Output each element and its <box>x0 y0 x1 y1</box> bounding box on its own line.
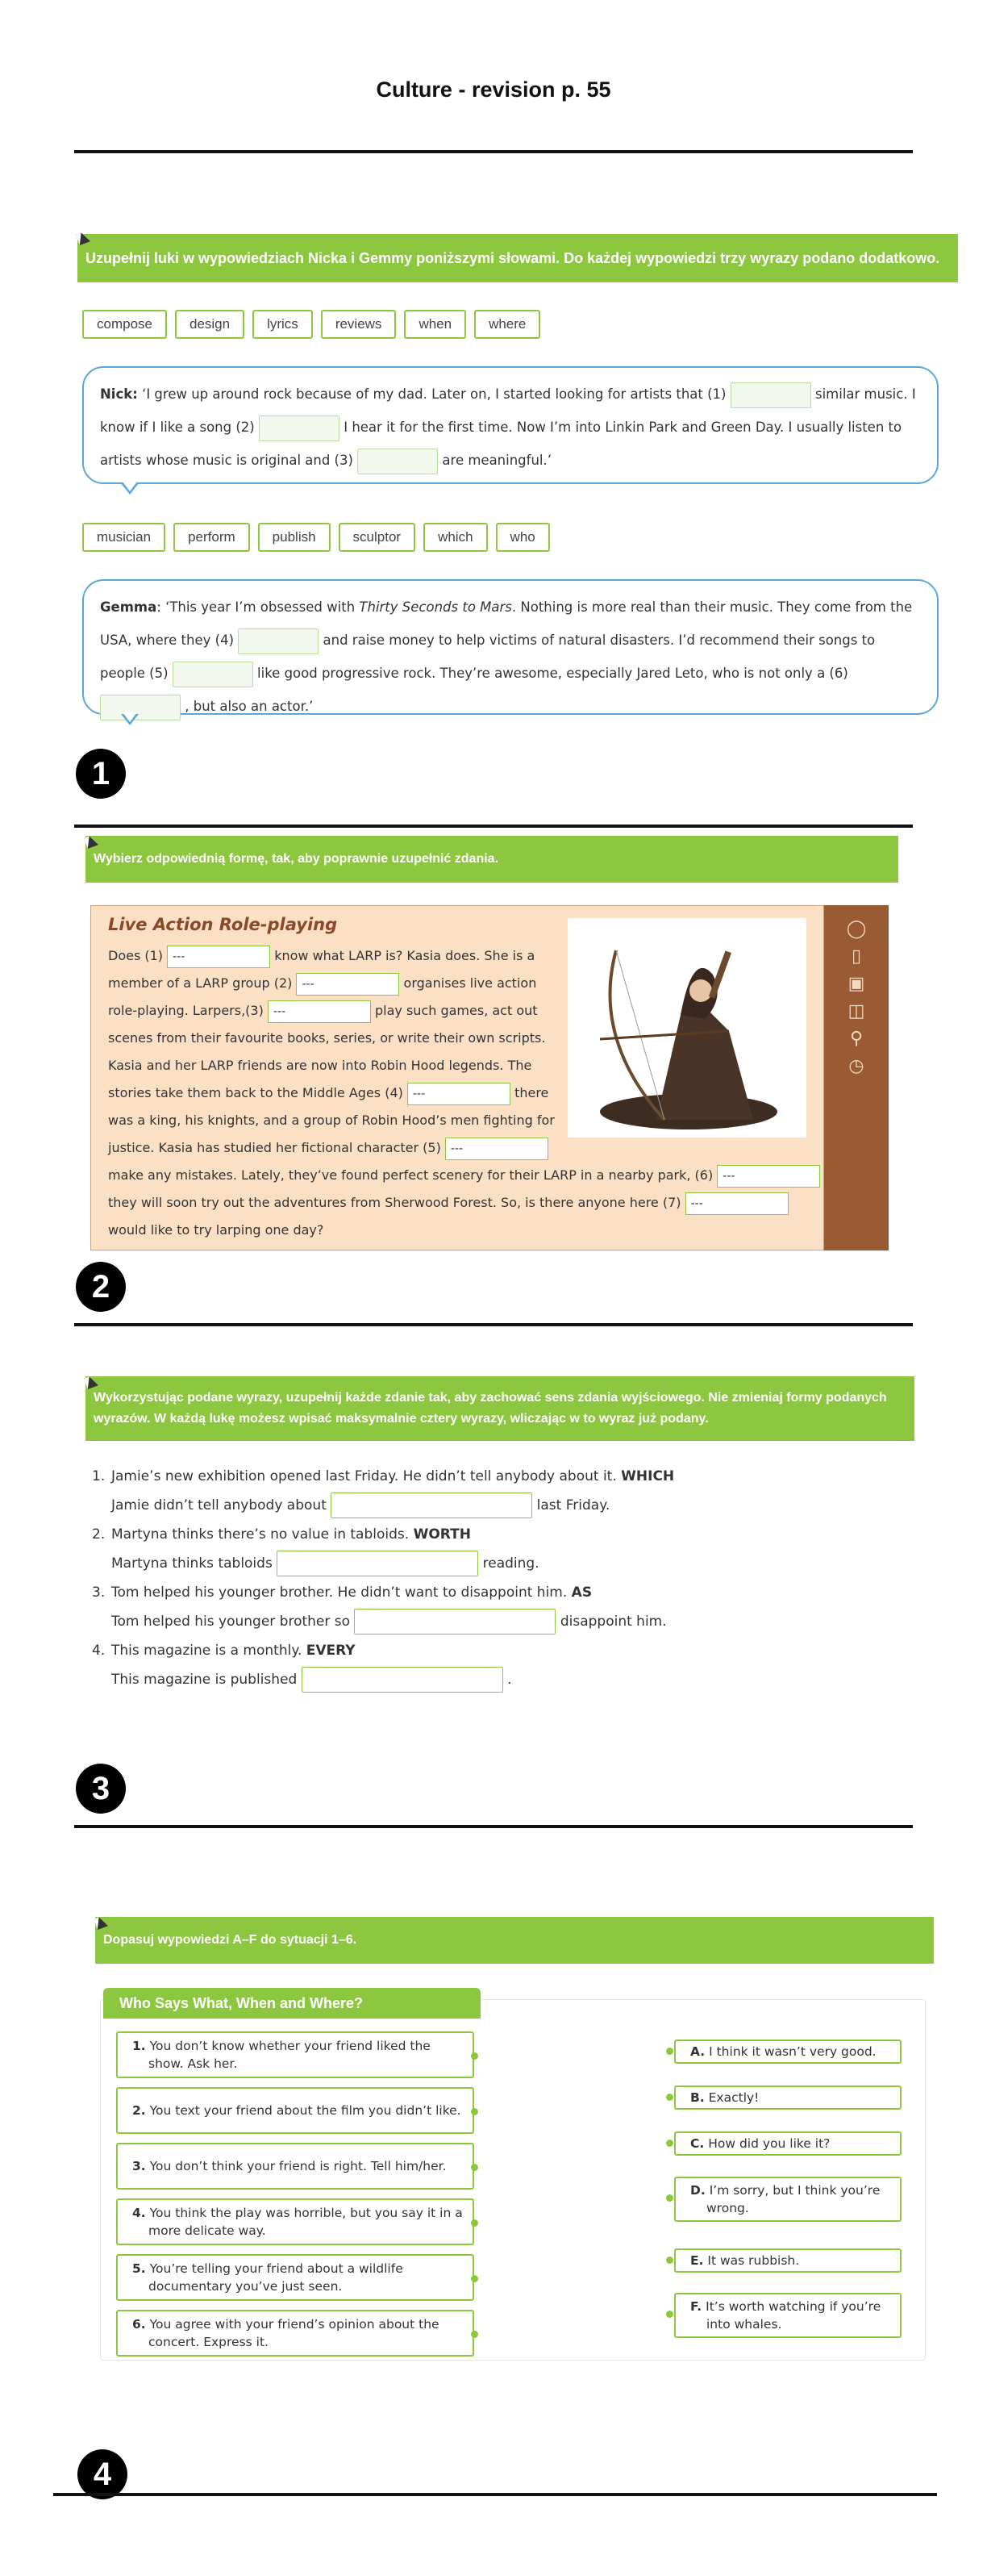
situation-item[interactable]: 2. You text your friend about the film you didn’t like. <box>116 2087 474 2134</box>
list-item: 3. Tom helped his younger brother. He didn’t want to disappoint him. AS <box>92 1584 593 1601</box>
ex1-instruction: Uzupełnij luki w wypowiedziach Nicka i Gemmy poniższymi słowami. Do każdej wypowiedzi trzy wyrazy podano dodatkowo. <box>77 234 958 282</box>
word-chip[interactable]: musician <box>82 523 165 552</box>
list-item: 1. Jamie’s new exhibition opened last Friday. He didn’t tell anybody about it. WHICH <box>92 1468 675 1484</box>
word-bank-1 <box>82 310 540 339</box>
gap-3[interactable] <box>357 449 438 474</box>
ex2-text-block-1: Does (1) --- know what LARP is? Kasia does. She is a member of a LARP group (2) --- organises live action role-playing. Larpers,(3) --- play such games, act out scenes from their favourite books, series, or write their own scripts. Kasia and her LARP friends are now into Robin Hood legends. The stories take them back to the Middle Ages (4) --- there was a king, his knights, and a group of Robin Hood’s men fighting for justice. Kasia has studied her fictional character (5) --- <box>108 942 568 1162</box>
select-2[interactable]: --- <box>296 973 399 996</box>
notepad-icon[interactable]: ▯ <box>851 946 862 966</box>
connector-dot[interactable] <box>666 2257 673 2264</box>
share-icon[interactable]: ⚲ <box>849 1028 864 1048</box>
speech-bubble-icon[interactable]: ◯ <box>846 918 867 938</box>
list-item: Martyna thinks tabloids reading. <box>92 1549 674 1578</box>
word-chip[interactable]: publish <box>258 523 331 552</box>
divider <box>74 1323 913 1326</box>
select-3[interactable]: --- <box>268 1000 371 1023</box>
connector-dot[interactable] <box>666 2094 673 2101</box>
list-item: 4. This magazine is a monthly. EVERY <box>92 1643 356 1659</box>
archer-image <box>568 918 806 1138</box>
response-item[interactable]: B. Exactly! <box>674 2085 902 2110</box>
word-chip[interactable]: which <box>423 523 487 552</box>
ex4-instruction: Dopasuj wypowiedzi A–F do sytuacji 1–6. <box>95 1917 934 1964</box>
word-chip[interactable]: where <box>474 310 540 339</box>
response-item[interactable]: D. I’m sorry, but I think you’re wrong. <box>674 2177 902 2222</box>
section-number: 1 <box>76 749 126 799</box>
word-chip[interactable]: perform <box>173 523 250 552</box>
connector-dot[interactable] <box>666 2048 673 2055</box>
ex2-instruction: Wybierz odpowiednią formę, tak, aby poprawnie uzupełnić zdania. <box>85 836 898 883</box>
list-item: 2. Martyna thinks there’s no value in tabloids. WORTH <box>92 1526 471 1543</box>
page-title: Culture - revision p. 55 <box>376 77 611 102</box>
connector-dot[interactable] <box>471 2275 478 2282</box>
select-4[interactable]: --- <box>407 1083 510 1105</box>
response-item[interactable]: C. How did you like it? <box>674 2131 902 2156</box>
card-title: Live Action Role-playing <box>108 915 338 934</box>
ex2-text-block-2: make any mistakes. Lately, they’ve found perfect scenery for their LARP in a nearby park, (6) --- they will soon try out the adventures from Sherwood Forest. So, is there anyone here (7) --- would like to try larping one day? <box>108 1162 818 1244</box>
word-chip[interactable]: sculptor <box>339 523 416 552</box>
word-bank-2 <box>82 523 550 552</box>
select-5[interactable]: --- <box>445 1138 548 1160</box>
situation-item[interactable]: 1. You don’t know whether your friend liked the show. Ask her. <box>116 2031 474 2078</box>
card-toolbar <box>824 905 889 1250</box>
gap-6[interactable] <box>100 695 181 720</box>
divider <box>74 150 913 153</box>
situations-column <box>116 2031 474 2357</box>
matching-tab: Who Says What, When and Where? <box>103 1988 481 2019</box>
connector-dot[interactable] <box>471 2219 478 2227</box>
gap-4[interactable] <box>238 628 319 654</box>
ex3-items <box>92 1462 674 1694</box>
response-item[interactable]: F. It’s worth watching if you’re into whales. <box>674 2293 902 2338</box>
response-item[interactable]: A. I think it wasn’t very good. <box>674 2040 902 2064</box>
list-item: Jamie didn’t tell anybody about last Friday. <box>92 1491 674 1520</box>
answer-input-1[interactable] <box>331 1493 532 1518</box>
situation-item[interactable]: 5. You’re telling your friend about a wildlife documentary you’ve just seen. <box>116 2254 474 2301</box>
answer-input-4[interactable] <box>302 1667 503 1693</box>
ex3-instruction: Wykorzystując podane wyrazy, uzupełnij każde zdanie tak, aby zachować sens zdania wyjściowego. Nie zmieniaj formy podanych wyrazów. W każdą lukę możesz wpisać maksymalnie cztery wyrazy, wliczając w to wyraz już podany. <box>85 1376 914 1441</box>
gap-1[interactable] <box>731 382 811 408</box>
clock-icon[interactable]: ◷ <box>848 1055 864 1075</box>
connector-dot[interactable] <box>666 2194 673 2202</box>
section-number: 4 <box>77 2449 127 2499</box>
word-chip[interactable]: compose <box>82 310 167 339</box>
speaker-name: Gemma <box>100 599 157 615</box>
divider <box>74 825 913 828</box>
situation-item[interactable]: 4. You think the play was horrible, but you say it in a more delicate way. <box>116 2198 474 2245</box>
photo-icon[interactable]: ▣ <box>847 973 865 993</box>
word-chip[interactable]: reviews <box>321 310 397 339</box>
gemma-speech-bubble: Gemma: ‘This year I’m obsessed with Thirty Seconds to Mars. Nothing is more real than their music. They come from the USA, where they (4) and raise money to help victims of natural disasters. I’d recommend their songs to people (5) like good progressive rock. They’re awesome, especially Jared Leto, who is not only a (6) , but also an actor.’ <box>82 579 939 715</box>
word-chip[interactable]: when <box>404 310 466 339</box>
select-6[interactable]: --- <box>717 1165 820 1188</box>
speaker-name: Nick: <box>100 386 138 402</box>
situation-item[interactable]: 3. You don’t think your friend is right. Tell him/her. <box>116 2143 474 2190</box>
section-number: 2 <box>76 1262 126 1312</box>
connector-dot[interactable] <box>471 2052 478 2060</box>
connector-dot[interactable] <box>471 2164 478 2171</box>
response-item[interactable]: E. It was rubbish. <box>674 2248 902 2273</box>
situation-item[interactable]: 6. You agree with your friend’s opinion about the concert. Express it. <box>116 2310 474 2357</box>
word-chip[interactable]: design <box>175 310 244 339</box>
section-number: 3 <box>76 1764 126 1814</box>
gap-2[interactable] <box>259 415 339 441</box>
book-icon[interactable]: ◫ <box>847 1000 865 1021</box>
connector-dot[interactable] <box>471 2331 478 2338</box>
divider <box>53 2493 937 2496</box>
select-7[interactable]: --- <box>685 1192 789 1215</box>
list-item: Tom helped his younger brother so disappoint him. <box>92 1607 674 1636</box>
connector-dot[interactable] <box>471 2108 478 2115</box>
select-1[interactable]: --- <box>167 946 270 968</box>
word-chip[interactable]: who <box>496 523 550 552</box>
connector-dot[interactable] <box>666 2140 673 2147</box>
nick-speech-bubble: Nick: ‘I grew up around rock because of my dad. Later on, I started looking for artists that (1) similar music. I know if I like a song (2) I hear it for the first time. Now I’m into Linkin Park and Green Day. I usually listen to artists whose music is original and (3) are meaningful.’ <box>82 366 939 484</box>
divider <box>74 1825 913 1828</box>
answer-input-3[interactable] <box>354 1609 556 1635</box>
connector-dot[interactable] <box>666 2311 673 2318</box>
word-chip[interactable]: lyrics <box>252 310 313 339</box>
gap-5[interactable] <box>173 662 253 687</box>
list-item: This magazine is published . <box>92 1665 674 1694</box>
answer-input-2[interactable] <box>277 1551 478 1576</box>
